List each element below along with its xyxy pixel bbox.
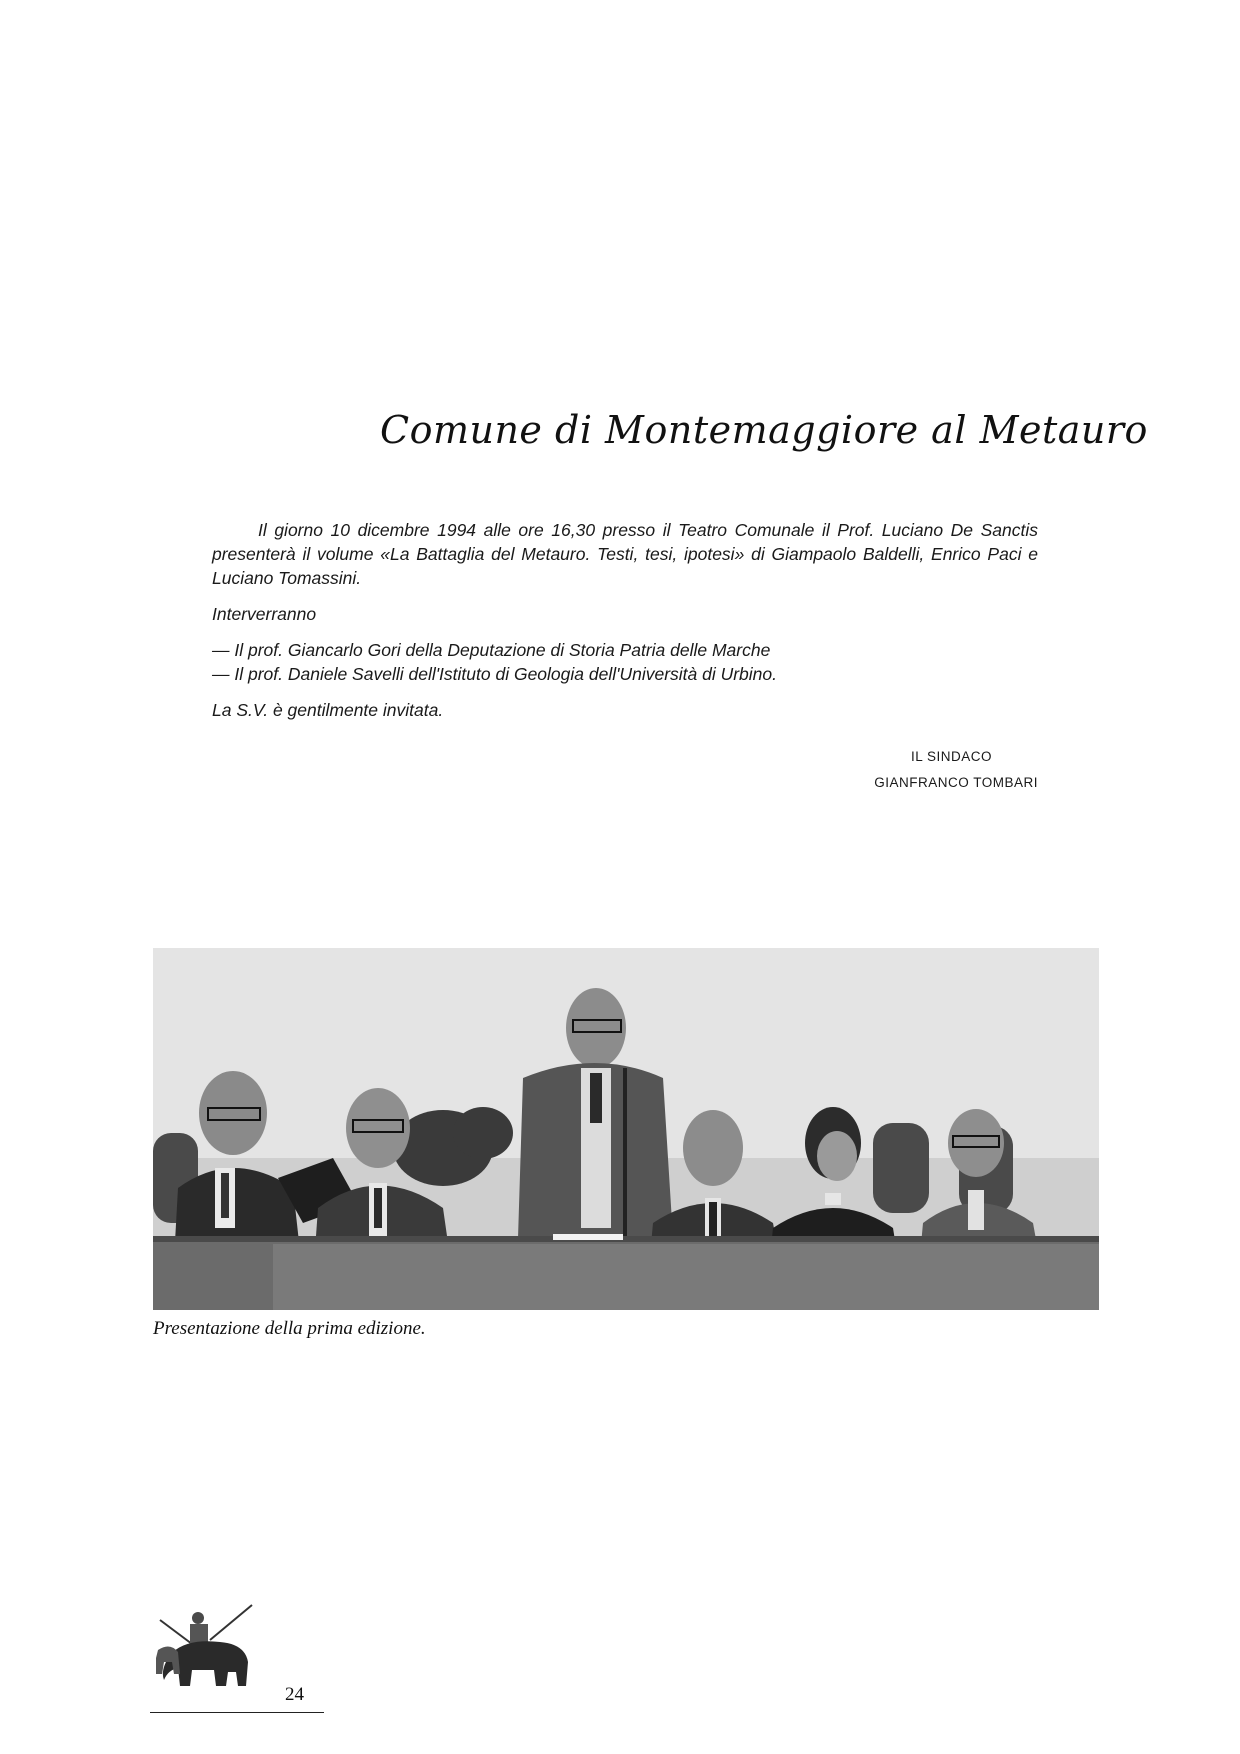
elephant-rider-icon [150,1600,262,1696]
speaker-item: — Il prof. Daniele Savelli dell'Istituto di Geologia dell'Università di Urbino. [212,664,778,684]
event-photo [153,948,1099,1310]
speakers-intro: Interverranno [212,604,317,624]
footer-rule [150,1712,324,1713]
invitation-paragraph: Il giorno 10 dicembre 1994 alle ore 16,30 presso il Teatro Comunale il Prof. Luciano De Sanctis presenterà il volume «La Battaglia del Metauro. Testi, tesi, ipotesi» di Giampaolo Baldelli, Enrico Paci e Luciano Tomassini. [212,520,1038,588]
signature-role: IL SINDACO [910,749,992,764]
photo-caption: Presentazione della prima edizione. [153,1318,426,1339]
signature-block [874,744,1038,796]
page-number: 24 [285,1684,304,1705]
signature-name: GIANFRANCO TOMBARI [874,775,1038,790]
invitation-body [212,518,1038,722]
speaker-item: — Il prof. Giancarlo Gori della Deputazione di Storia Patria delle Marche [212,640,771,660]
invitation-title: Comune di Montemaggiore al Metauro [380,408,1148,452]
invitation-closing: La S.V. è gentilmente invitata. [212,700,444,720]
